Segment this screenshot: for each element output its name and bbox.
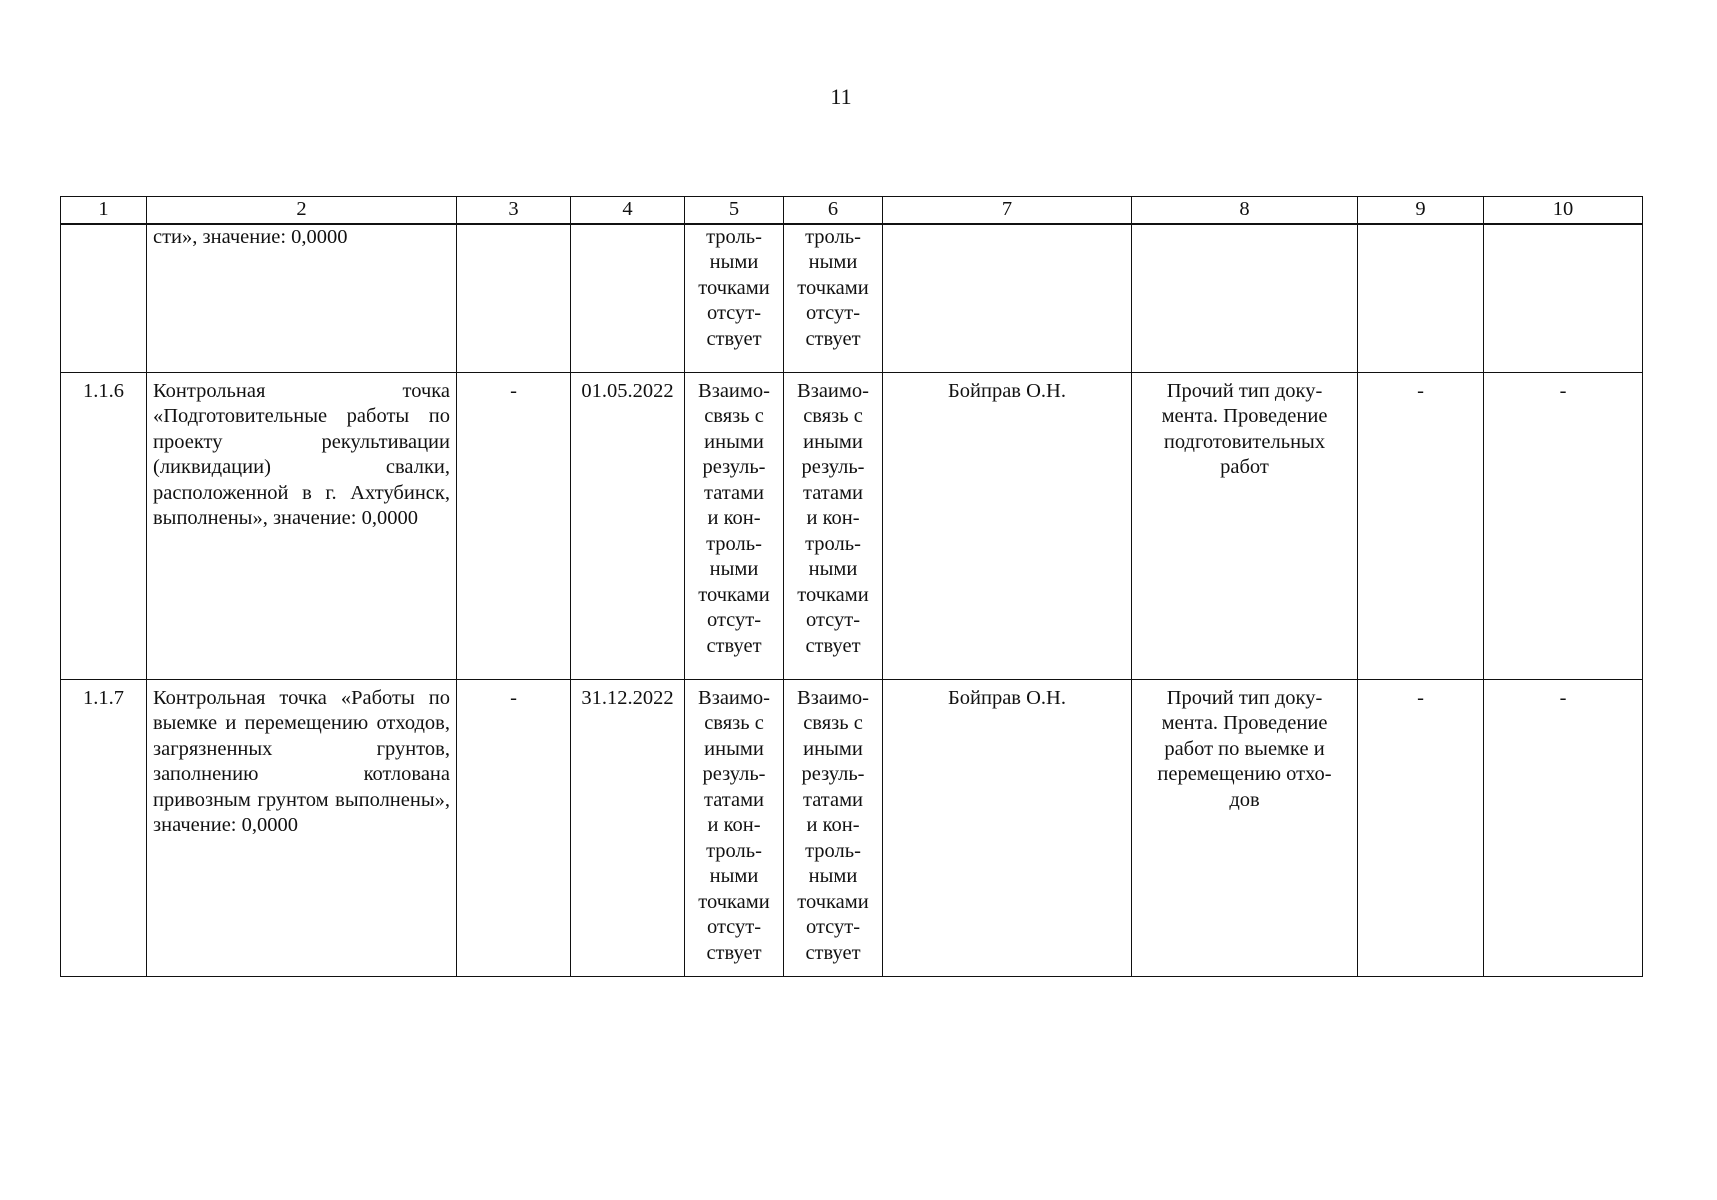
text-line: работ (1220, 456, 1269, 478)
relation-cell-col5 (685, 372, 784, 679)
text-line: ными (709, 251, 759, 273)
column-header-9: 9 (1358, 197, 1484, 224)
text-line: татами (703, 788, 765, 811)
text-line: ствует (706, 327, 762, 350)
document-cell (1132, 679, 1358, 976)
responsible-cell: Бойправ О.Н. (883, 679, 1132, 976)
text-line: Взаимо- (797, 379, 869, 402)
text-line: Прочий тип доку- (1166, 379, 1323, 402)
text-line: иными (803, 737, 863, 760)
text-line: работ по выемке и (1164, 737, 1325, 760)
relation-cell-col5 (685, 679, 784, 976)
text-line: ными (709, 558, 759, 580)
cell-col3: - (457, 679, 571, 976)
text-line: перемещению отхо- (1157, 763, 1332, 785)
control-point-name-cell: Контрольная точка «Работы по выемке и перемещению отходов, загрязненных грунтов, заполнению котлована привозным грунтом выполнены», значение: 0,0000 (147, 679, 457, 976)
cell-col9: - (1358, 372, 1484, 679)
text-line: ствует (805, 327, 861, 350)
cell-col10: - (1484, 679, 1643, 976)
date-cell: 01.05.2022 (571, 372, 685, 679)
text-line: и кон- (707, 507, 761, 529)
text-line: отсут- (706, 916, 762, 938)
text-line: татами (703, 481, 765, 504)
cell-col9 (1358, 224, 1484, 373)
cell-col9: - (1358, 679, 1484, 976)
text-line: дов (1229, 788, 1260, 811)
text-line: связь с (803, 405, 863, 427)
responsible-cell: Бойправ О.Н. (883, 372, 1132, 679)
text-line: Прочий тип доку- (1166, 686, 1323, 709)
column-header-10: 10 (1484, 197, 1643, 224)
text-line: Взаимо- (698, 686, 770, 709)
relation-cell-col6 (784, 224, 883, 373)
text-line: татами (802, 788, 864, 811)
column-header-5: 5 (685, 197, 784, 224)
text-line: связь с (704, 712, 764, 734)
date-cell: 31.12.2022 (571, 679, 685, 976)
text-line: связь с (704, 405, 764, 427)
column-header-4: 4 (571, 197, 685, 224)
text-line: резуль- (702, 456, 766, 478)
column-header-7: 7 (883, 197, 1132, 224)
control-point-name-cell: Контрольная точка «Подготовительные работы по проекту рекультивации (ликвидации) свалки, расположенной в г. Ахтубинск, выполнены», значение: 0,0000 (147, 372, 457, 679)
text-line: точками (698, 890, 770, 913)
text-line: троль- (706, 532, 762, 555)
relation-cell-col6 (784, 679, 883, 976)
text-line: отсут- (805, 302, 861, 324)
text-line: точками (698, 583, 770, 606)
cell-col10: - (1484, 372, 1643, 679)
text-line: троль- (805, 225, 861, 248)
text-line: Взаимо- (698, 379, 770, 402)
text-line: связь с (803, 712, 863, 734)
responsible-cell (883, 224, 1132, 373)
text-line: резуль- (801, 456, 865, 478)
text-line: отсут- (805, 916, 861, 938)
text-line: и кон- (806, 814, 860, 836)
text-line: точками (797, 276, 869, 299)
document-cell (1132, 372, 1358, 679)
relation-cell-col5 (685, 224, 784, 373)
text-line: мента. Проведение (1161, 405, 1328, 427)
text-line: ствует (706, 634, 762, 657)
text-line: троль- (805, 839, 861, 862)
text-line: резуль- (801, 763, 865, 785)
text-line: подготовительных (1163, 430, 1326, 453)
text-line: ными (808, 865, 858, 887)
text-line: точками (797, 890, 869, 913)
text-line: отсут- (805, 609, 861, 631)
header-row (61, 197, 1643, 224)
page-number: 11 (830, 84, 852, 109)
text-line: троль- (706, 225, 762, 248)
cell-col3: - (457, 372, 571, 679)
cell-col3 (457, 224, 571, 373)
text-line: троль- (805, 532, 861, 555)
text-line: отсут- (706, 302, 762, 324)
column-header-1: 1 (61, 197, 147, 224)
text-line: и кон- (806, 507, 860, 529)
text-line: ными (709, 865, 759, 887)
date-cell (571, 224, 685, 373)
row-number-cell (61, 224, 147, 373)
control-points-table (60, 196, 1643, 977)
row-number-cell: 1.1.6 (61, 372, 147, 679)
column-header-3: 3 (457, 197, 571, 224)
text-line: иными (803, 430, 863, 453)
text-line: троль- (706, 839, 762, 862)
text-line: отсут- (706, 609, 762, 631)
text-line: иными (704, 737, 764, 760)
document-cell (1132, 224, 1358, 373)
text-line: иными (704, 430, 764, 453)
table-row (61, 372, 1643, 679)
text-line: ствует (805, 634, 861, 657)
text-line: ными (808, 251, 858, 273)
text-line: ствует (706, 941, 762, 964)
text-line: точками (797, 583, 869, 606)
text-line: ствует (805, 941, 861, 964)
table-row (61, 224, 1643, 373)
row-number-cell: 1.1.7 (61, 679, 147, 976)
cell-col10 (1484, 224, 1643, 373)
text-line: татами (802, 481, 864, 504)
relation-cell-col6 (784, 372, 883, 679)
column-header-8: 8 (1132, 197, 1358, 224)
text-line: резуль- (702, 763, 766, 785)
text-line: и кон- (707, 814, 761, 836)
column-header-2: 2 (147, 197, 457, 224)
text-line: мента. Проведение (1161, 712, 1328, 734)
table-row (61, 679, 1643, 976)
text-line: ными (808, 558, 858, 580)
column-header-6: 6 (784, 197, 883, 224)
text-line: Взаимо- (797, 686, 869, 709)
control-point-name-cell: сти», значение: 0,0000 (147, 224, 457, 373)
text-line: точками (698, 276, 770, 299)
